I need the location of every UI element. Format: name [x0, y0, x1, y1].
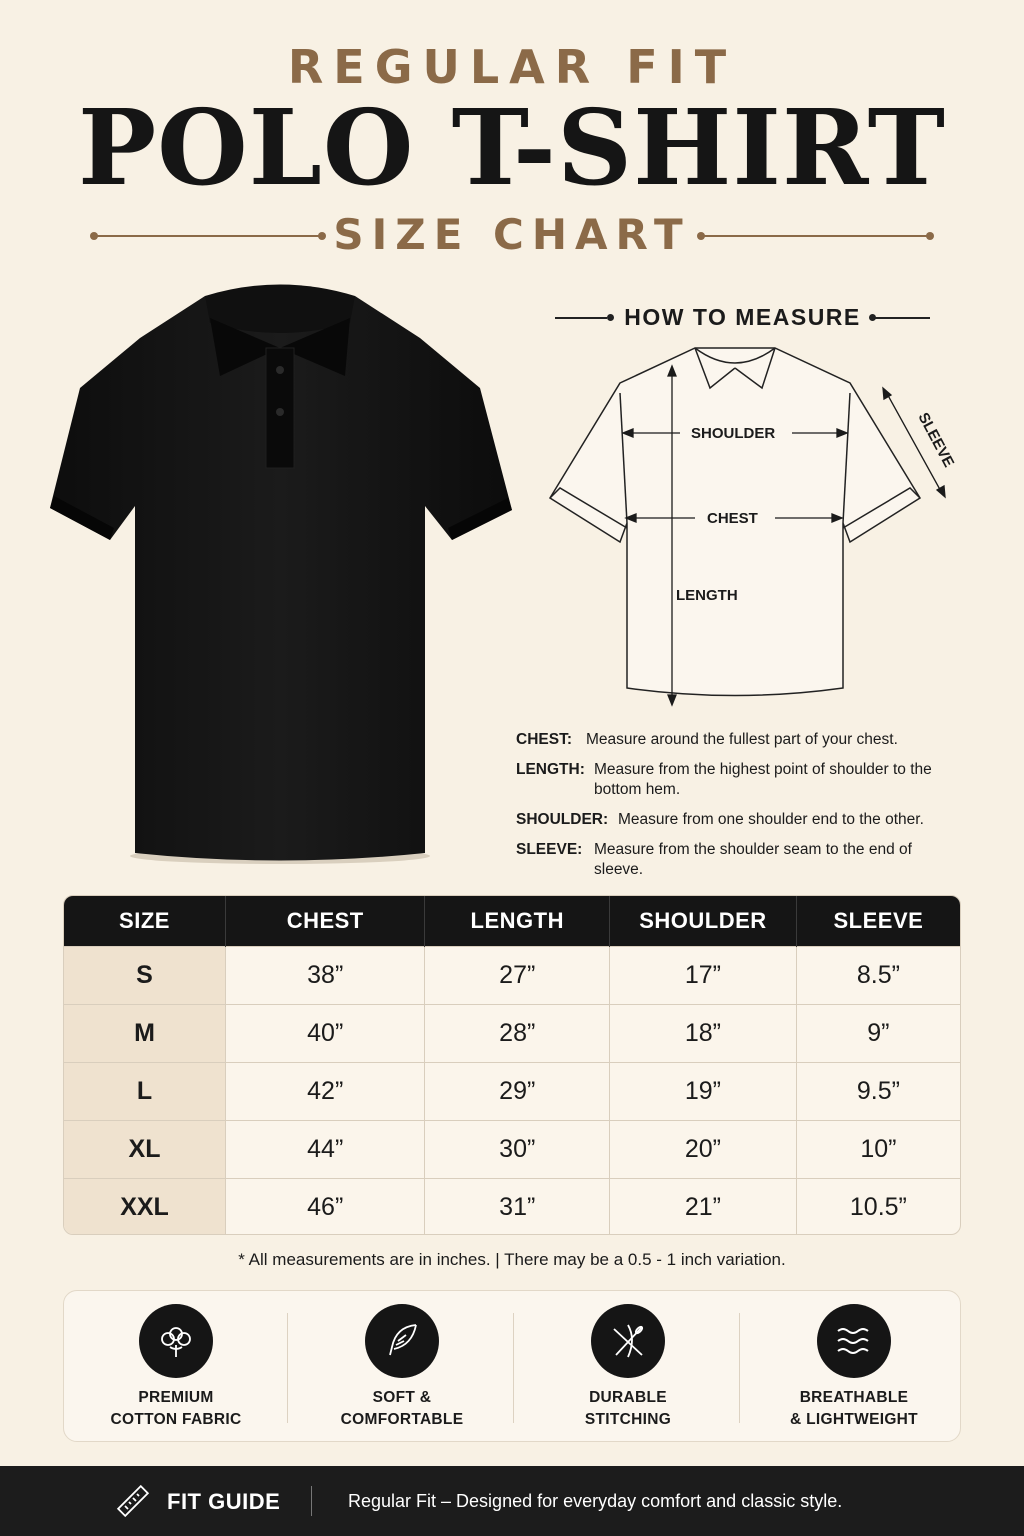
- diagram-label-chest: CHEST: [707, 510, 758, 527]
- definition-term: SLEEVE:: [516, 841, 583, 858]
- length-cell: 27”: [425, 946, 610, 1004]
- table-row: [64, 1120, 960, 1178]
- diagram-label-sleeve: SLEEVE: [914, 409, 958, 471]
- measurement-diagram: [540, 338, 970, 710]
- length-cell: 28”: [425, 1004, 610, 1062]
- feature-label: BREATHABLE & LIGHTWEIGHT: [790, 1389, 918, 1428]
- needle-thread-icon: [591, 1304, 665, 1378]
- size-cell: XXL: [64, 1178, 226, 1235]
- header-sleeve: SLEEVE: [796, 896, 960, 946]
- definition-desc: Measure from the highest point of shoulder to the bottom hem.: [594, 761, 932, 798]
- eyebrow-title: REGULAR FIT: [287, 40, 737, 94]
- sleeve-cell: 9”: [796, 1004, 960, 1062]
- header-chest: CHEST: [226, 896, 425, 946]
- definition-shoulder: [516, 810, 986, 830]
- sleeve-cell: 10.5”: [796, 1178, 960, 1235]
- cotton-icon: [139, 1304, 213, 1378]
- table-row: [64, 1062, 960, 1120]
- definition-sleeve: [516, 840, 986, 880]
- ruler-icon: [115, 1484, 151, 1520]
- feature-breathable: [742, 1291, 966, 1443]
- definition-desc: Measure from the shoulder seam to the end of sleeve.: [594, 841, 912, 878]
- table-row: [64, 1178, 960, 1235]
- feature-divider: [513, 1313, 514, 1423]
- sleeve-cell: 9.5”: [796, 1062, 960, 1120]
- feature-soft-comfortable: [290, 1291, 514, 1443]
- length-cell: 29”: [425, 1062, 610, 1120]
- feature-premium-cotton: [64, 1291, 288, 1443]
- size-cell: M: [64, 1004, 226, 1062]
- shoulder-cell: 18”: [610, 1004, 797, 1062]
- size-cell: S: [64, 946, 226, 1004]
- sleeve-cell: 10”: [796, 1120, 960, 1178]
- shoulder-cell: 19”: [610, 1062, 797, 1120]
- fit-guide-text: Regular Fit – Designed for everyday comfort and classic style.: [348, 1491, 843, 1511]
- shoulder-cell: 20”: [610, 1120, 797, 1178]
- air-waves-icon: [817, 1304, 891, 1378]
- diagram-label-length: LENGTH: [676, 587, 738, 604]
- size-cell: L: [64, 1062, 226, 1120]
- polo-shirt-image: [40, 278, 530, 878]
- definition-desc: Measure from one shoulder end to the other.: [618, 811, 924, 828]
- feature-divider: [287, 1313, 288, 1423]
- table-row: [64, 946, 960, 1004]
- footer-divider: [311, 1486, 312, 1516]
- diagram-label-shoulder: SHOULDER: [691, 425, 776, 442]
- chest-cell: 40”: [226, 1004, 425, 1062]
- chest-cell: 42”: [226, 1062, 425, 1120]
- definition-length: [516, 760, 986, 800]
- definition-term: CHEST:: [516, 731, 572, 748]
- how-to-measure-heading: HOW TO MEASURE: [624, 304, 861, 330]
- size-cell: XL: [64, 1120, 226, 1178]
- shoulder-cell: 17”: [610, 946, 797, 1004]
- subtitle-row: [0, 210, 1024, 262]
- fit-guide-label: FIT GUIDE: [167, 1489, 281, 1514]
- subtitle: SIZE CHART: [333, 210, 691, 259]
- definition-term: SHOULDER:: [516, 811, 609, 828]
- measurement-note: * All measurements are in inches. | There may be a 0.5 - 1 inch variation.: [238, 1250, 786, 1269]
- table-header-row: [64, 896, 960, 946]
- features-panel: [63, 1290, 961, 1442]
- definition-desc: Measure around the fullest part of your chest.: [586, 731, 898, 748]
- definition-term: LENGTH:: [516, 761, 585, 778]
- definition-chest: [516, 730, 986, 750]
- chest-cell: 46”: [226, 1178, 425, 1235]
- table-row: [64, 1004, 960, 1062]
- page-title: POLO T-SHIRT: [77, 86, 947, 209]
- length-cell: 31”: [425, 1178, 610, 1235]
- length-cell: 30”: [425, 1120, 610, 1178]
- sleeve-cell: 8.5”: [796, 946, 960, 1004]
- header-shoulder: SHOULDER: [610, 896, 797, 946]
- shoulder-cell: 21”: [610, 1178, 797, 1235]
- feature-label: PREMIUM COTTON FABRIC: [110, 1389, 242, 1428]
- feature-divider: [739, 1313, 740, 1423]
- chest-cell: 44”: [226, 1120, 425, 1178]
- feather-icon: [365, 1304, 439, 1378]
- how-to-measure-header: [555, 300, 930, 336]
- feature-label: SOFT & COMFORTABLE: [340, 1389, 464, 1428]
- measurement-definitions: [516, 730, 986, 890]
- fit-guide-footer: [0, 1466, 1024, 1536]
- size-table: [63, 895, 961, 1235]
- header-size: SIZE: [64, 896, 226, 946]
- chest-cell: 38”: [226, 946, 425, 1004]
- feature-label: DURABLE STITCHING: [584, 1389, 672, 1428]
- header-length: LENGTH: [425, 896, 610, 946]
- feature-durable-stitching: [516, 1291, 740, 1443]
